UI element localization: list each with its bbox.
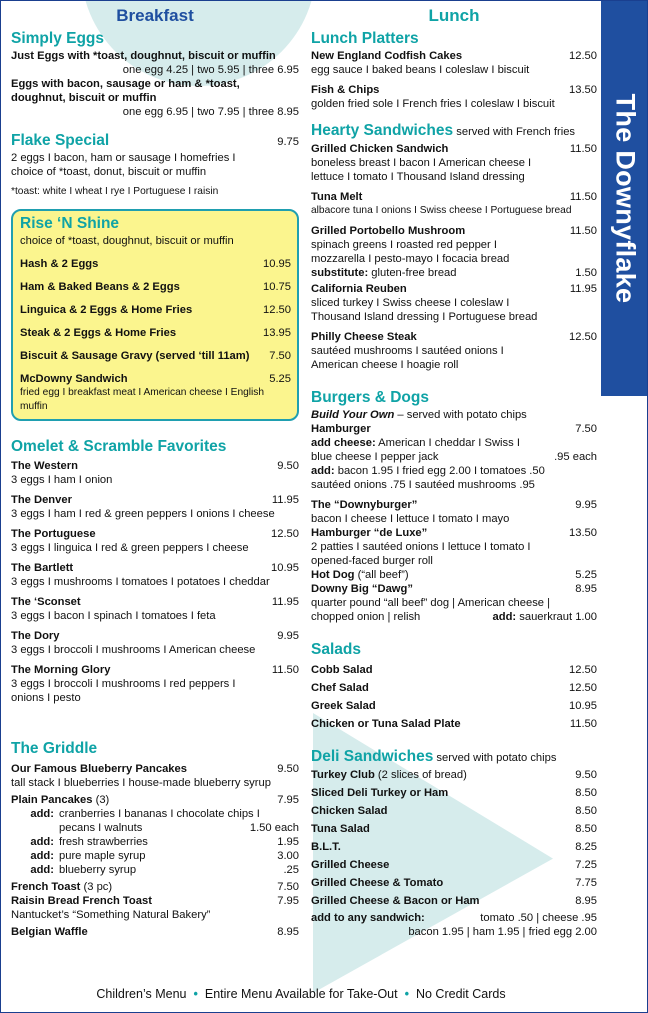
menu-item-desc: golden fried sole I French fries I coleslaw I biscuit (311, 98, 555, 110)
toast-note: *toast: white I wheat I rye I Portuguese I raisin (11, 186, 219, 197)
menu-item: Chef Salad 12.50 (311, 682, 597, 694)
brand-title: The Downyflake (610, 93, 641, 304)
menu-item: The Bartlett 10.95 (11, 562, 299, 574)
menu-item-desc: onions I pesto (11, 692, 81, 704)
menu-item: Tuna Salad 8.50 (311, 823, 597, 835)
hearty-sandwiches-title: Hearty Sandwiches served with French fries (311, 122, 576, 139)
menu-item: Tuna Melt 11.50 (311, 191, 597, 203)
menu-item: California Reuben 11.95 (311, 283, 597, 295)
omelet-title: Omelet & Scramble Favorites (11, 438, 227, 455)
menu-item-desc: albacore tuna I onions I Swiss cheese I Portuguese bread (311, 205, 572, 216)
add-toppings-line: sautéed onions .75 I sautéed mushrooms .95 (311, 479, 535, 491)
menu-item-desc: 3 eggs I bacon I spinach I tomatoes I feta (11, 610, 216, 622)
menu-item: Grilled Cheese 7.25 (311, 859, 597, 871)
simply-eggs-line: Just Eggs with *toast, doughnut, biscuit or muffin (11, 50, 276, 62)
menu-item: Biscuit & Sausage Gravy (served ‘till 11am) 7.50 (20, 350, 291, 362)
menu-item: The Portuguese 12.50 (11, 528, 299, 540)
menu-item: Hamburger 7.50 (311, 423, 597, 435)
menu-item: Grilled Cheese & Bacon or Ham 8.95 (311, 895, 597, 907)
footer-item: Entire Menu Available for Take-Out (204, 987, 398, 1001)
menu-item-desc: boneless breast I bacon I American cheese I (311, 157, 532, 169)
simply-eggs-prices: one egg 6.95 | two 7.95 | three 8.95 (122, 106, 299, 118)
menu-item-desc: 2 patties I sautéed onions I lettuce I tomato I (311, 541, 531, 553)
menu-item-desc: fried egg I breakfast meat I American cheese I English muffin (20, 387, 265, 412)
add-on-row: add: fresh strawberries 1.95 (30, 836, 299, 848)
menu-item: Belgian Waffle 8.95 (11, 926, 299, 938)
menu-item-desc: opened-faced burger roll (311, 555, 433, 567)
brand-sidebar (601, 1, 648, 1013)
menu-item: Hamburger “de Luxe” 13.50 (311, 527, 597, 539)
menu-item: The ‘Sconset 11.95 (11, 596, 299, 608)
menu-item: New England Codfish Cakes 12.50 (311, 50, 597, 62)
add-toppings-line: add: bacon 1.95 I fried egg 2.00 I tomatoes .50 (311, 465, 545, 477)
menu-item-desc: sautéed mushrooms I sautéed onions I (311, 345, 504, 357)
menu-item: Linguica & 2 Eggs & Home Fries 12.50 (20, 304, 291, 316)
menu-item: McDowny Sandwich 5.25 (20, 373, 291, 385)
menu-item-desc: 3 eggs I mushrooms I tomatoes I potatoes I cheddar (11, 576, 270, 588)
menu-item-desc: quarter pound “all beef” dog | American cheese | (311, 597, 551, 609)
salads-title: Salads (311, 641, 361, 658)
footer (1, 987, 601, 1001)
menu-item: Greek Salad 10.95 (311, 700, 597, 712)
menu-item: The “Downyburger” 9.95 (311, 499, 597, 511)
add-cheese-line: add cheese: American I cheddar I Swiss I (311, 437, 520, 449)
menu-item: Cobb Salad 12.50 (311, 664, 597, 676)
footer-item: No Credit Cards (415, 987, 506, 1001)
price: 9.75 (277, 136, 299, 148)
rise-n-shine-title: Rise ‘N Shine (20, 215, 120, 232)
menu-item-desc: spinach greens I roasted red pepper I (311, 239, 497, 251)
add-on-row: pecans I walnuts 1.50 each (59, 822, 299, 834)
simply-eggs-prices: one egg 4.25 | two 5.95 | three 6.95 (122, 64, 299, 76)
menu-item: Steak & 2 Eggs & Home Fries 13.95 (20, 327, 291, 339)
lunch-column (311, 1, 597, 939)
menu-item-desc: egg sauce I baked beans I coleslaw I biscuit (311, 64, 530, 76)
menu-item-desc: bacon I cheese I lettuce I tomato I mayo (311, 513, 510, 525)
add-to-sandwich-row: bacon 1.95 | ham 1.95 | fried egg 2.00 (408, 926, 597, 938)
flake-special-desc: choice of *toast, donut, biscuit or muffin (11, 166, 207, 178)
menu-item: The Dory 9.95 (11, 630, 299, 642)
menu-item: The Denver 11.95 (11, 494, 299, 506)
build-your-own: Build Your Own – served with potato chips (311, 409, 527, 421)
simply-eggs-line: doughnut, biscuit or muffin (11, 92, 157, 104)
menu-item: B.L.T. 8.25 (311, 841, 597, 853)
menu-item-desc: mozzarella I pesto-mayo I focacia bread (311, 253, 510, 265)
menu-item: Grilled Cheese & Tomato 7.75 (311, 877, 597, 889)
footer-item: Children’s Menu (96, 987, 187, 1001)
simply-eggs-line: Eggs with bacon, sausage or ham & *toast, (11, 78, 240, 90)
menu-item: Grilled Chicken Sandwich 11.50 (311, 143, 597, 155)
menu-item: The Western 9.50 (11, 460, 299, 472)
breakfast-column (11, 1, 299, 939)
footer-separator: • (193, 987, 198, 1001)
griddle-title: The Griddle (11, 740, 98, 757)
add-to-sandwich-row: add to any sandwich: tomato .50 | cheese .95 (311, 912, 597, 924)
menu-item: Ham & Baked Beans & 2 Eggs 10.75 (20, 281, 291, 293)
menu-item-desc: lettuce I tomato I Thousand Island dressing (311, 171, 525, 183)
menu-item-desc: sliced turkey I Swiss cheese I coleslaw I (311, 297, 510, 309)
footer-separator: • (404, 987, 409, 1001)
flake-special-row (11, 131, 299, 151)
menu-item: Raisin Bread French Toast 7.95 (11, 895, 299, 907)
menu-item: Sliced Deli Turkey or Ham 8.50 (311, 787, 597, 799)
menu-item: Fish & Chips 13.50 (311, 84, 597, 96)
add-on-row: add: blueberry syrup .25 (30, 864, 299, 876)
breakfast-heading: Breakfast (116, 6, 194, 25)
menu-item: Philly Cheese Steak 12.50 (311, 331, 597, 343)
add-on-row: add: cranberries I bananas I chocolate chips I (30, 808, 260, 820)
menu-item-desc: Nantucket’s “Something Natural Bakery” (11, 909, 211, 921)
flake-special-desc: 2 eggs I bacon, ham or sausage I homefries I (11, 152, 236, 164)
burgers-title: Burgers & Dogs (311, 389, 429, 406)
menu-item-desc: American cheese I hoagie roll (311, 359, 459, 371)
menu-item: Hot Dog (“all beef”) 5.25 (311, 569, 597, 581)
menu-item: Downy Big “Dawg” 8.95 (311, 583, 597, 595)
rise-n-shine-box (11, 209, 299, 421)
flake-special-title: Flake Special (11, 132, 110, 149)
menu-item-desc: chopped onion | relish add: sauerkraut 1.00 (311, 611, 597, 623)
menu-item: Our Famous Blueberry Pancakes 9.50 (11, 763, 299, 775)
lunch-heading: Lunch (428, 6, 480, 25)
substitute-row: substitute: gluten-free bread 1.50 (311, 267, 597, 279)
menu-item: Turkey Club (2 slices of bread) 9.50 (311, 769, 597, 781)
menu-item-desc: 3 eggs I broccoli I mushrooms I American cheese (11, 644, 256, 656)
menu-item: Chicken or Tuna Salad Plate 11.50 (311, 718, 597, 730)
menu-item-desc: 3 eggs I broccoli I mushrooms I red peppers I (11, 678, 236, 690)
deli-title: Deli Sandwiches served with potato chips (311, 748, 557, 765)
menu-item-desc: 3 eggs I ham I onion (11, 474, 113, 486)
menu-item: The Morning Glory 11.50 (11, 664, 299, 676)
add-on-row: add: pure maple syrup 3.00 (30, 850, 299, 862)
menu-item-desc: 3 eggs I ham I red & green peppers I onions I cheese (11, 508, 275, 520)
lunch-platters-title: Lunch Platters (311, 30, 419, 47)
menu-item: French Toast (3 pc) 7.50 (11, 881, 299, 893)
menu-item-desc: 3 eggs I linguica I red & green peppers I cheese (11, 542, 249, 554)
simply-eggs-title: Simply Eggs (11, 30, 105, 47)
menu-item-desc: Thousand Island dressing I Portuguese bread (311, 311, 538, 323)
menu-item: Plain Pancakes (3) 7.95 (11, 794, 299, 806)
menu-item: Hash & 2 Eggs 10.95 (20, 258, 291, 270)
rise-n-shine-subtitle: choice of *toast, doughnut, biscuit or muffin (20, 235, 234, 247)
menu-item: Chicken Salad 8.50 (311, 805, 597, 817)
menu-item-desc: tall stack I blueberries I house-made blueberry syrup (11, 777, 271, 789)
add-cheese-line: blue cheese I pepper jack .95 each (311, 451, 597, 463)
menu-item: Grilled Portobello Mushroom 11.50 (311, 225, 597, 237)
